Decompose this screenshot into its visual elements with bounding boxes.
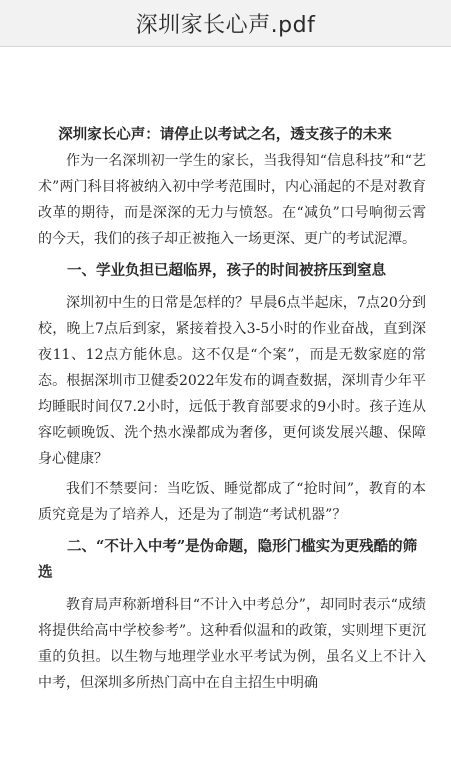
section-heading-1: 一、学业负担已超临界，孩子的时间被挤压到窒息 xyxy=(67,262,386,279)
section1-paragraph-2: 我们不禁要问：当吃饭、睡觉都成了“抢时间”，教育的本质究竟是为了培养人，还是为了制造“考试机器”？ xyxy=(38,481,426,523)
section-heading-2: 二、“不计入中考”是伪命题，隐形门槛实为更残酷的筛选 xyxy=(38,538,418,581)
title-bar xyxy=(0,0,451,47)
intro-paragraph: 作为一名深圳初一学生的家长，当我得知“信息科技”和“艺术”两门科目将被纳入初中学考范围时，内心涌起的不是对教育改革的期待，而是深深的无力与愤怒。在“减负”口号响彻云霄的今天，我们的孩子却正被拖入一场更深、更广的考试泥潭。 xyxy=(38,153,426,247)
document-filename: 深圳家长心声.pdf xyxy=(135,12,316,38)
document-page xyxy=(38,122,426,696)
section1-paragraph-1: 深圳初中生的日常是怎样的？早晨6点半起床，7点20分到校，晚上7点后到家，紧接着投入3-5小时的作业奋战，直到深夜11、12点方能休息。这不仅是“个案”，而是无数家庭的常态。根据深圳市卫健委2022年发布的调查数据，深圳青少年平均睡眠时间仅7.2小时，远低于教育部要求的9小时。孩子连从容吃顿晚饭、洗个热水澡都成为奢侈，更何谈发展兴趣、保障身心健康？ xyxy=(38,295,426,467)
document-title: 深圳家长心声：请停止以考试之名，透支孩子的未来 xyxy=(58,126,392,143)
section2-paragraph-1: 教育局声称新增科目“不计入中考总分”，却同时表示“成绩将提供给高中学校参考”。这种看似温和的政策，实则埋下更沉重的负担。以生物与地理学业水平考试为例，虽名义上不计入中考，但深圳多所热门高中在自主招生中明确 xyxy=(38,597,426,691)
